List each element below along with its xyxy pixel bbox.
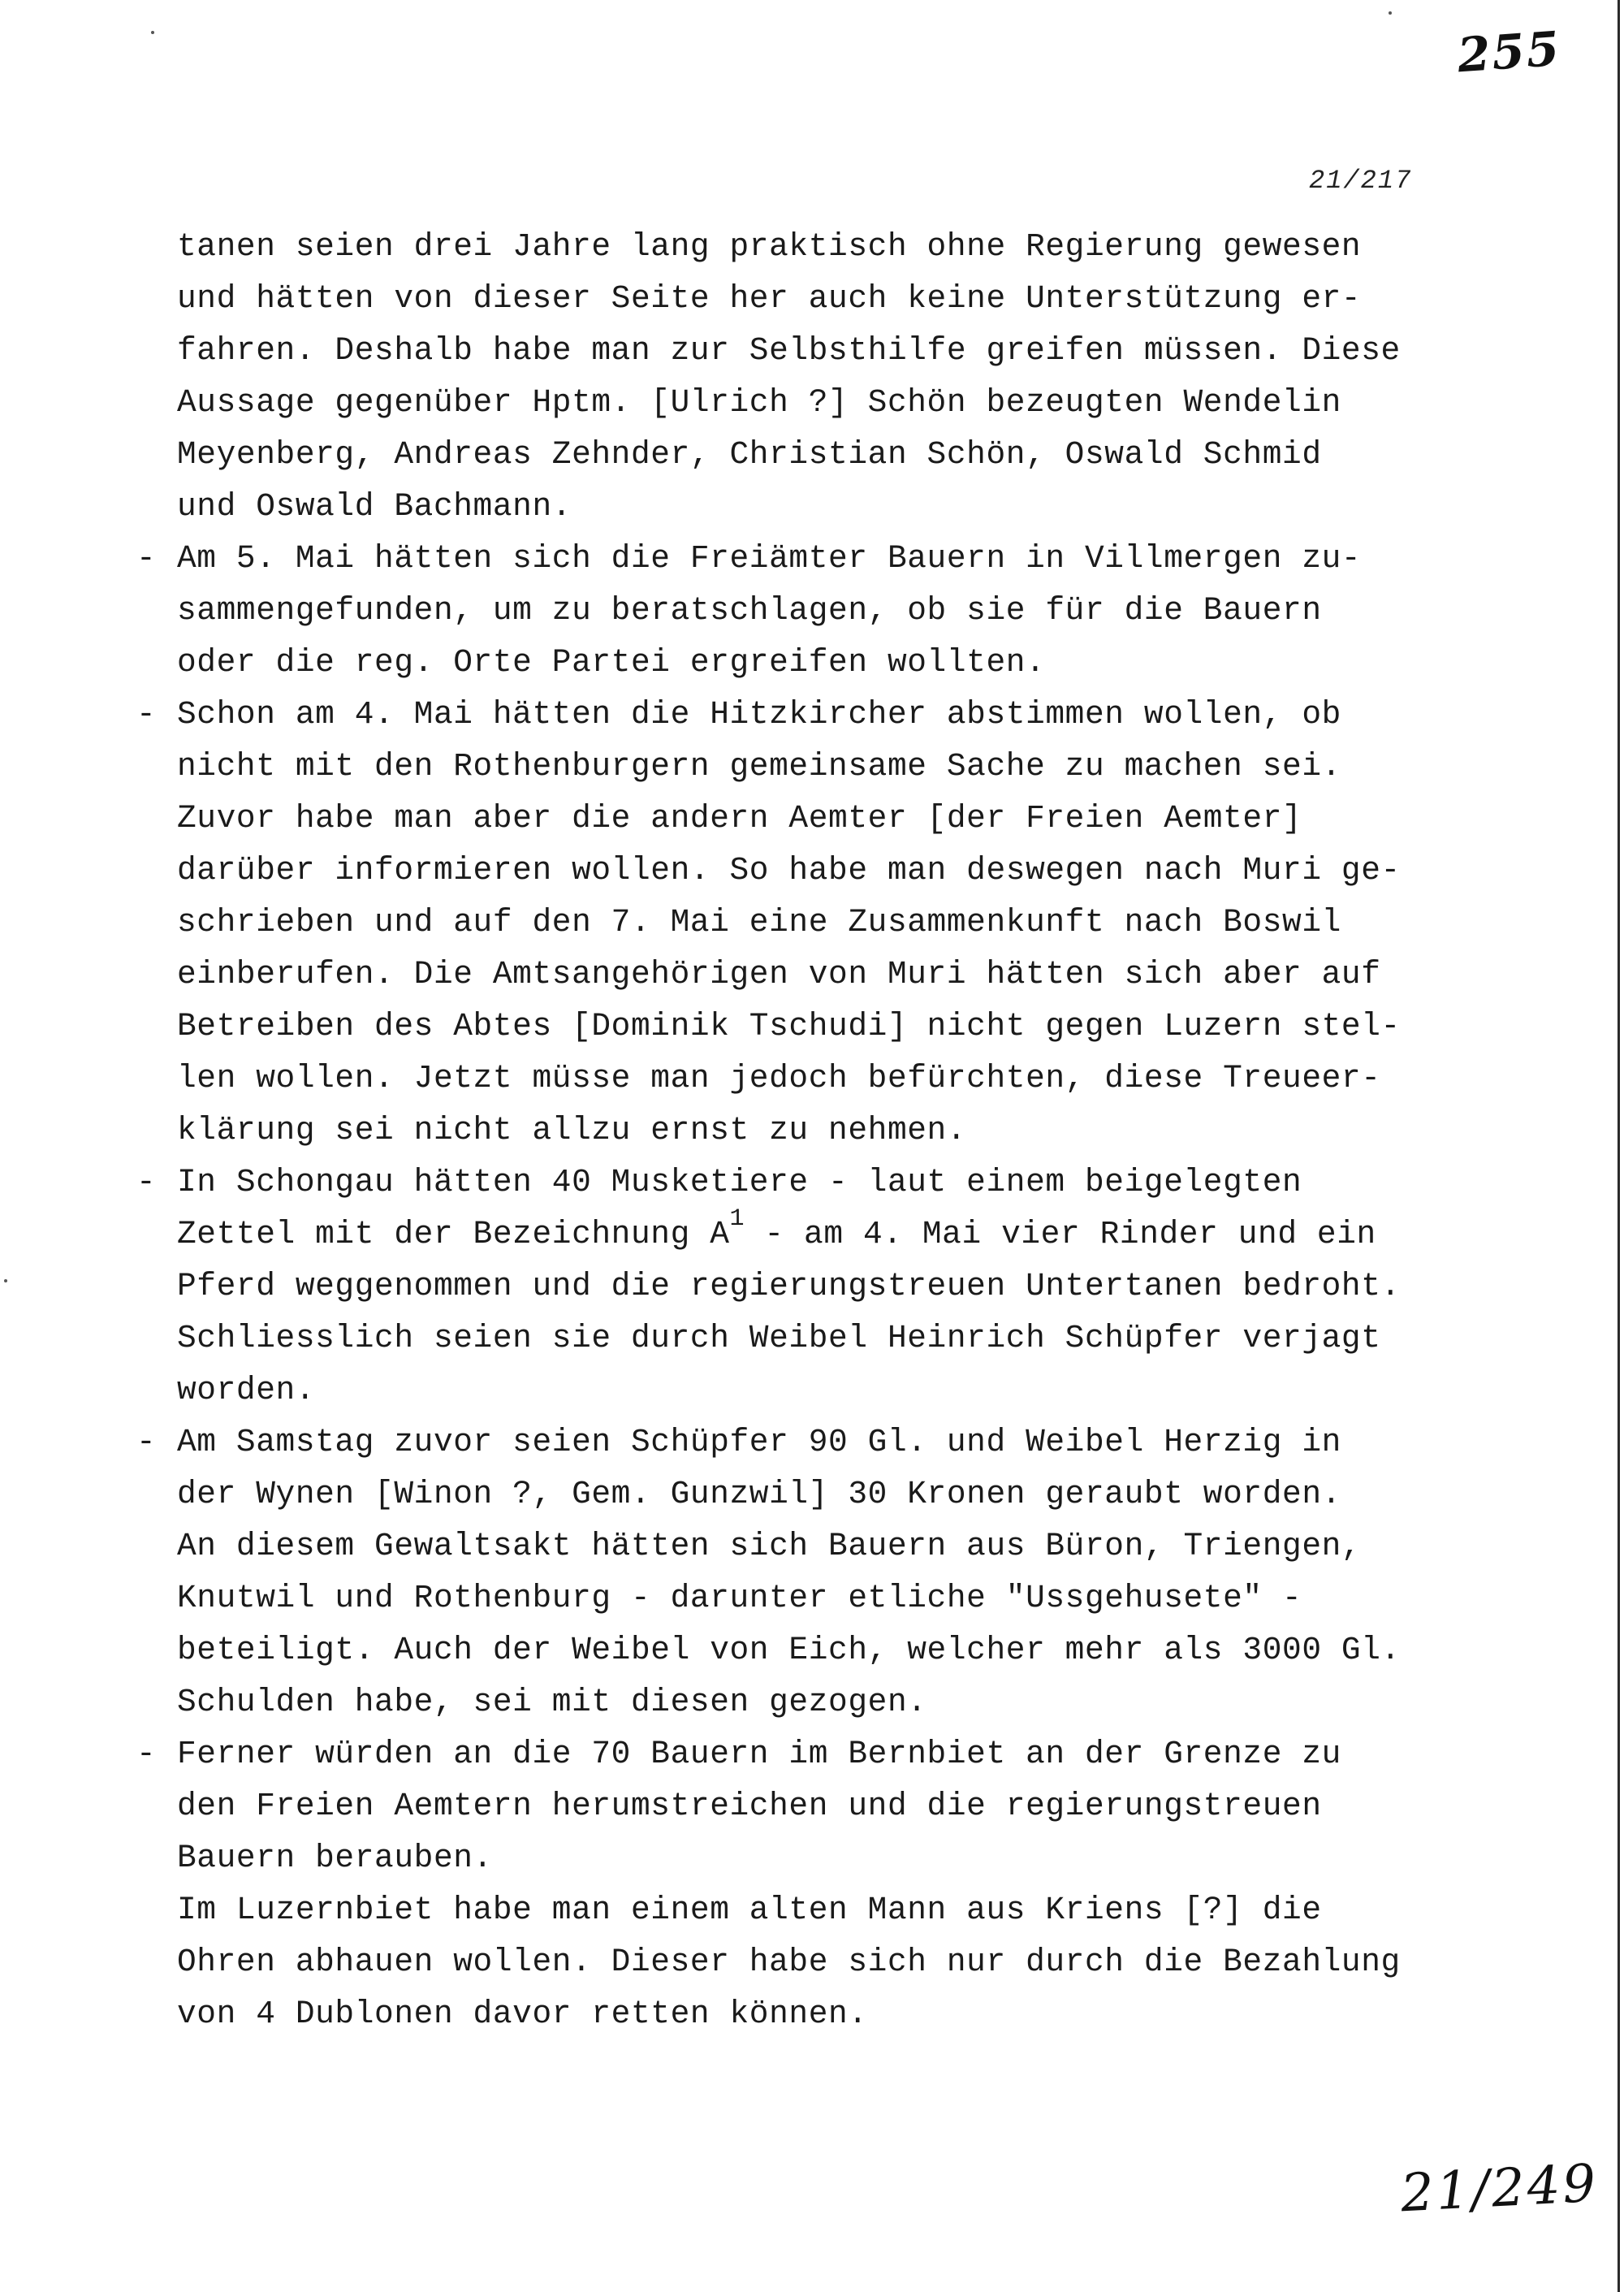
text-line: oder die reg. Orte Partei ergreifen wollten. [177,644,1046,681]
text-line: Ferner würden an die 70 Bauern im Bernbiet an der Grenze zu [177,1736,1341,1772]
list-item-schongau [136,1157,1444,1416]
list-item-hitzkirch [136,689,1444,1157]
text-line: Zuvor habe man aber die andern Aemter [der Freien Aemter] [177,800,1302,837]
handwritten-folio-number: 255 [1455,20,1563,84]
text-line: der Wynen [Winon ?, Gem. Gunzwil] 30 Kronen geraubt worden. [177,1476,1341,1512]
text-line: Schliesslich seien sie durch Weibel Heinrich Schüpfer verjagt [177,1320,1381,1356]
text-line: klärung sei nicht allzu ernst zu nehmen. [177,1112,967,1148]
list-item-villmergen [136,533,1444,689]
text-line: fahren. Deshalb habe man zur Selbsthilfe greifen müssen. Diese [177,332,1401,369]
text-line: An diesem Gewaltsakt hätten sich Bauern aus Büron, Triengen, [177,1528,1362,1564]
text-line: Meyenberg, Andreas Zehnder, Christian Schön, Oswald Schmid [177,436,1322,473]
text-segment: - am 4. Mai vier Rinder und ein [745,1216,1376,1252]
text-line: schrieben und auf den 7. Mai eine Zusammenkunft nach Boswil [177,904,1341,941]
list-item-samstag [136,1416,1444,1728]
paper-speck [1389,11,1392,15]
text-line: Am Samstag zuvor seien Schüpfer 90 Gl. und Weibel Herzig in [177,1424,1341,1460]
list-dash: - [136,1736,157,1772]
handwritten-archive-number: 21/249 [1399,2153,1600,2225]
list-dash: - [136,1164,157,1200]
text-line: Schulden habe, sei mit diesen gezogen. [177,1684,927,1720]
intro-paragraph [177,221,1444,533]
text-line: einberufen. Die Amtsangehörigen von Muri hätten sich aber auf [177,956,1381,992]
paper-speck [4,1279,7,1282]
list-dash: - [136,1424,157,1460]
text-line: In Schongau hätten 40 Musketiere - laut einem beigelegten [177,1164,1302,1200]
superscript-note: 1 [729,1205,745,1233]
text-line: len wollen. Jetzt müsse man jedoch befürchten, diese Treueer- [177,1060,1381,1096]
text-line: Knutwil und Rothenburg - darunter etliche "Ussgehusete" - [177,1580,1302,1616]
text-line: Pferd weggenommen und die regierungstreuen Untertanen bedroht. [177,1268,1401,1304]
list-dash: - [136,696,157,733]
text-segment: Zettel mit der Bezeichnung A [177,1216,730,1252]
text-line: nicht mit den Rothenburgern gemeinsame Sache zu machen sei. [177,748,1341,785]
text-line: Am 5. Mai hätten sich die Freiämter Bauern in Villmergen zu- [177,540,1362,577]
text-line: und Oswald Bachmann. [177,488,572,525]
text-line: beteiligt. Auch der Weibel von Eich, welcher mehr als 3000 Gl. [177,1632,1401,1668]
text-line: den Freien Aemtern herumstreichen und die regierungstreuen [177,1788,1322,1824]
paper-speck [151,31,154,34]
text-line: Bauern berauben. [177,1840,493,1876]
text-line: tanen seien drei Jahre lang praktisch ohne Regierung gewesen [177,228,1362,265]
text-line: sammengefunden, um zu beratschlagen, ob sie für die Bauern [177,592,1322,629]
text-line: und hätten von dieser Seite her auch keine Unterstützung er- [177,280,1362,317]
text-line: darüber informieren wollen. So habe man deswegen nach Muri ge- [177,852,1401,889]
text-line: worden. [177,1372,316,1408]
document-body [136,221,1444,2040]
text-line: Im Luzernbiet habe man einem alten Mann aus Kriens [?] die [177,1892,1322,1928]
text-line: Betreiben des Abtes [Dominik Tschudi] nicht gegen Luzern stel- [177,1008,1401,1044]
document-reference: 21/217 [1309,166,1413,196]
text-line: von 4 Dublonen davor retten können. [177,1996,868,2032]
text-line: Schon am 4. Mai hätten die Hitzkircher abstimmen wollen, ob [177,696,1341,733]
list-item-bernbiet [136,1728,1444,2040]
list-dash: - [136,540,157,577]
text-line: Ohren abhauen wollen. Dieser habe sich nur durch die Bezahlung [177,1944,1401,1980]
text-line-with-superscript [177,1205,1444,1261]
text-line: Aussage gegenüber Hptm. [Ulrich ?] Schön bezeugten Wendelin [177,384,1341,421]
